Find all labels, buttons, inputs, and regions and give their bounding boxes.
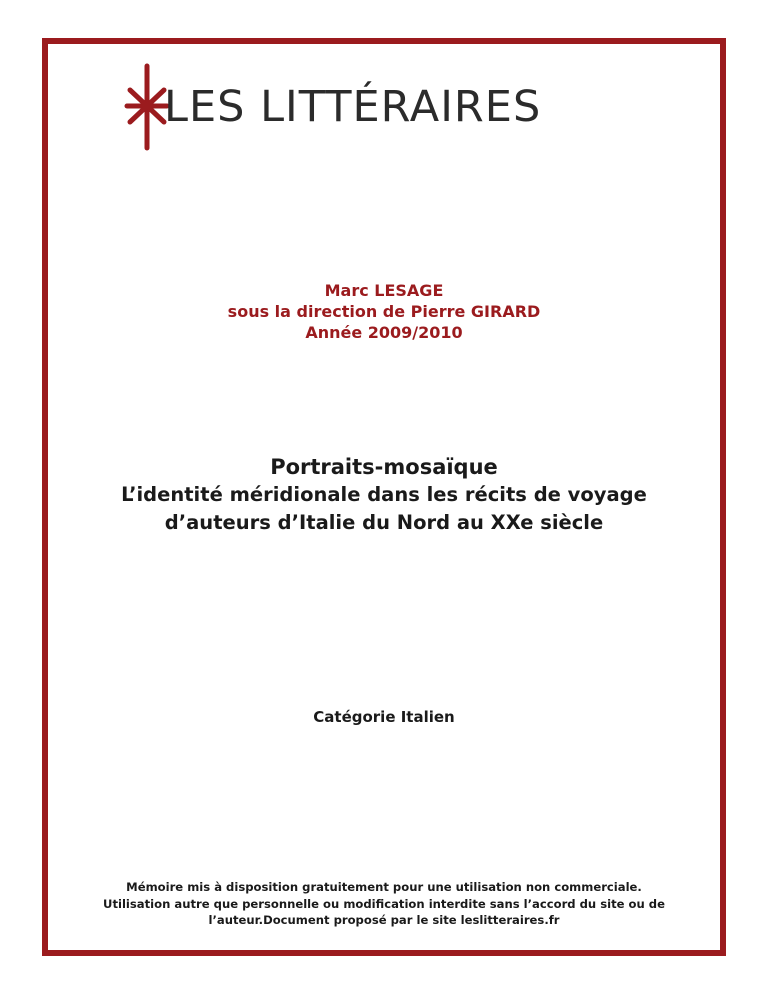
disclaimer-line-2: Utilisation autre que personnelle ou modification interdite sans l’accord du site ou de <box>103 896 665 911</box>
disclaimer-line-3: l’auteur.Document proposé par le site leslitteraires.fr <box>208 913 560 927</box>
document-title <box>48 453 720 537</box>
brand-name: LES LITTÉRAIRES <box>164 82 542 132</box>
thesis-director: sous la direction de Pierre GIRARD <box>227 302 541 321</box>
academic-year: Année 2009/2010 <box>305 323 463 342</box>
brand-logo <box>0 62 768 152</box>
disclaimer <box>56 879 712 929</box>
author-block <box>48 280 720 343</box>
category-label: Catégorie Italien <box>313 708 455 726</box>
disclaimer-line-1: Mémoire mis à disposition gratuitement pour une utilisation non commerciale. <box>126 880 642 894</box>
title-line-1: Portraits-mosaïque <box>270 455 498 479</box>
title-line-2: L’identité méridionale dans les récits de voyage <box>121 483 647 506</box>
author-name: Marc LESAGE <box>324 281 444 300</box>
title-line-3: d’auteurs d’Italie du Nord au XXe siècle <box>164 511 604 534</box>
